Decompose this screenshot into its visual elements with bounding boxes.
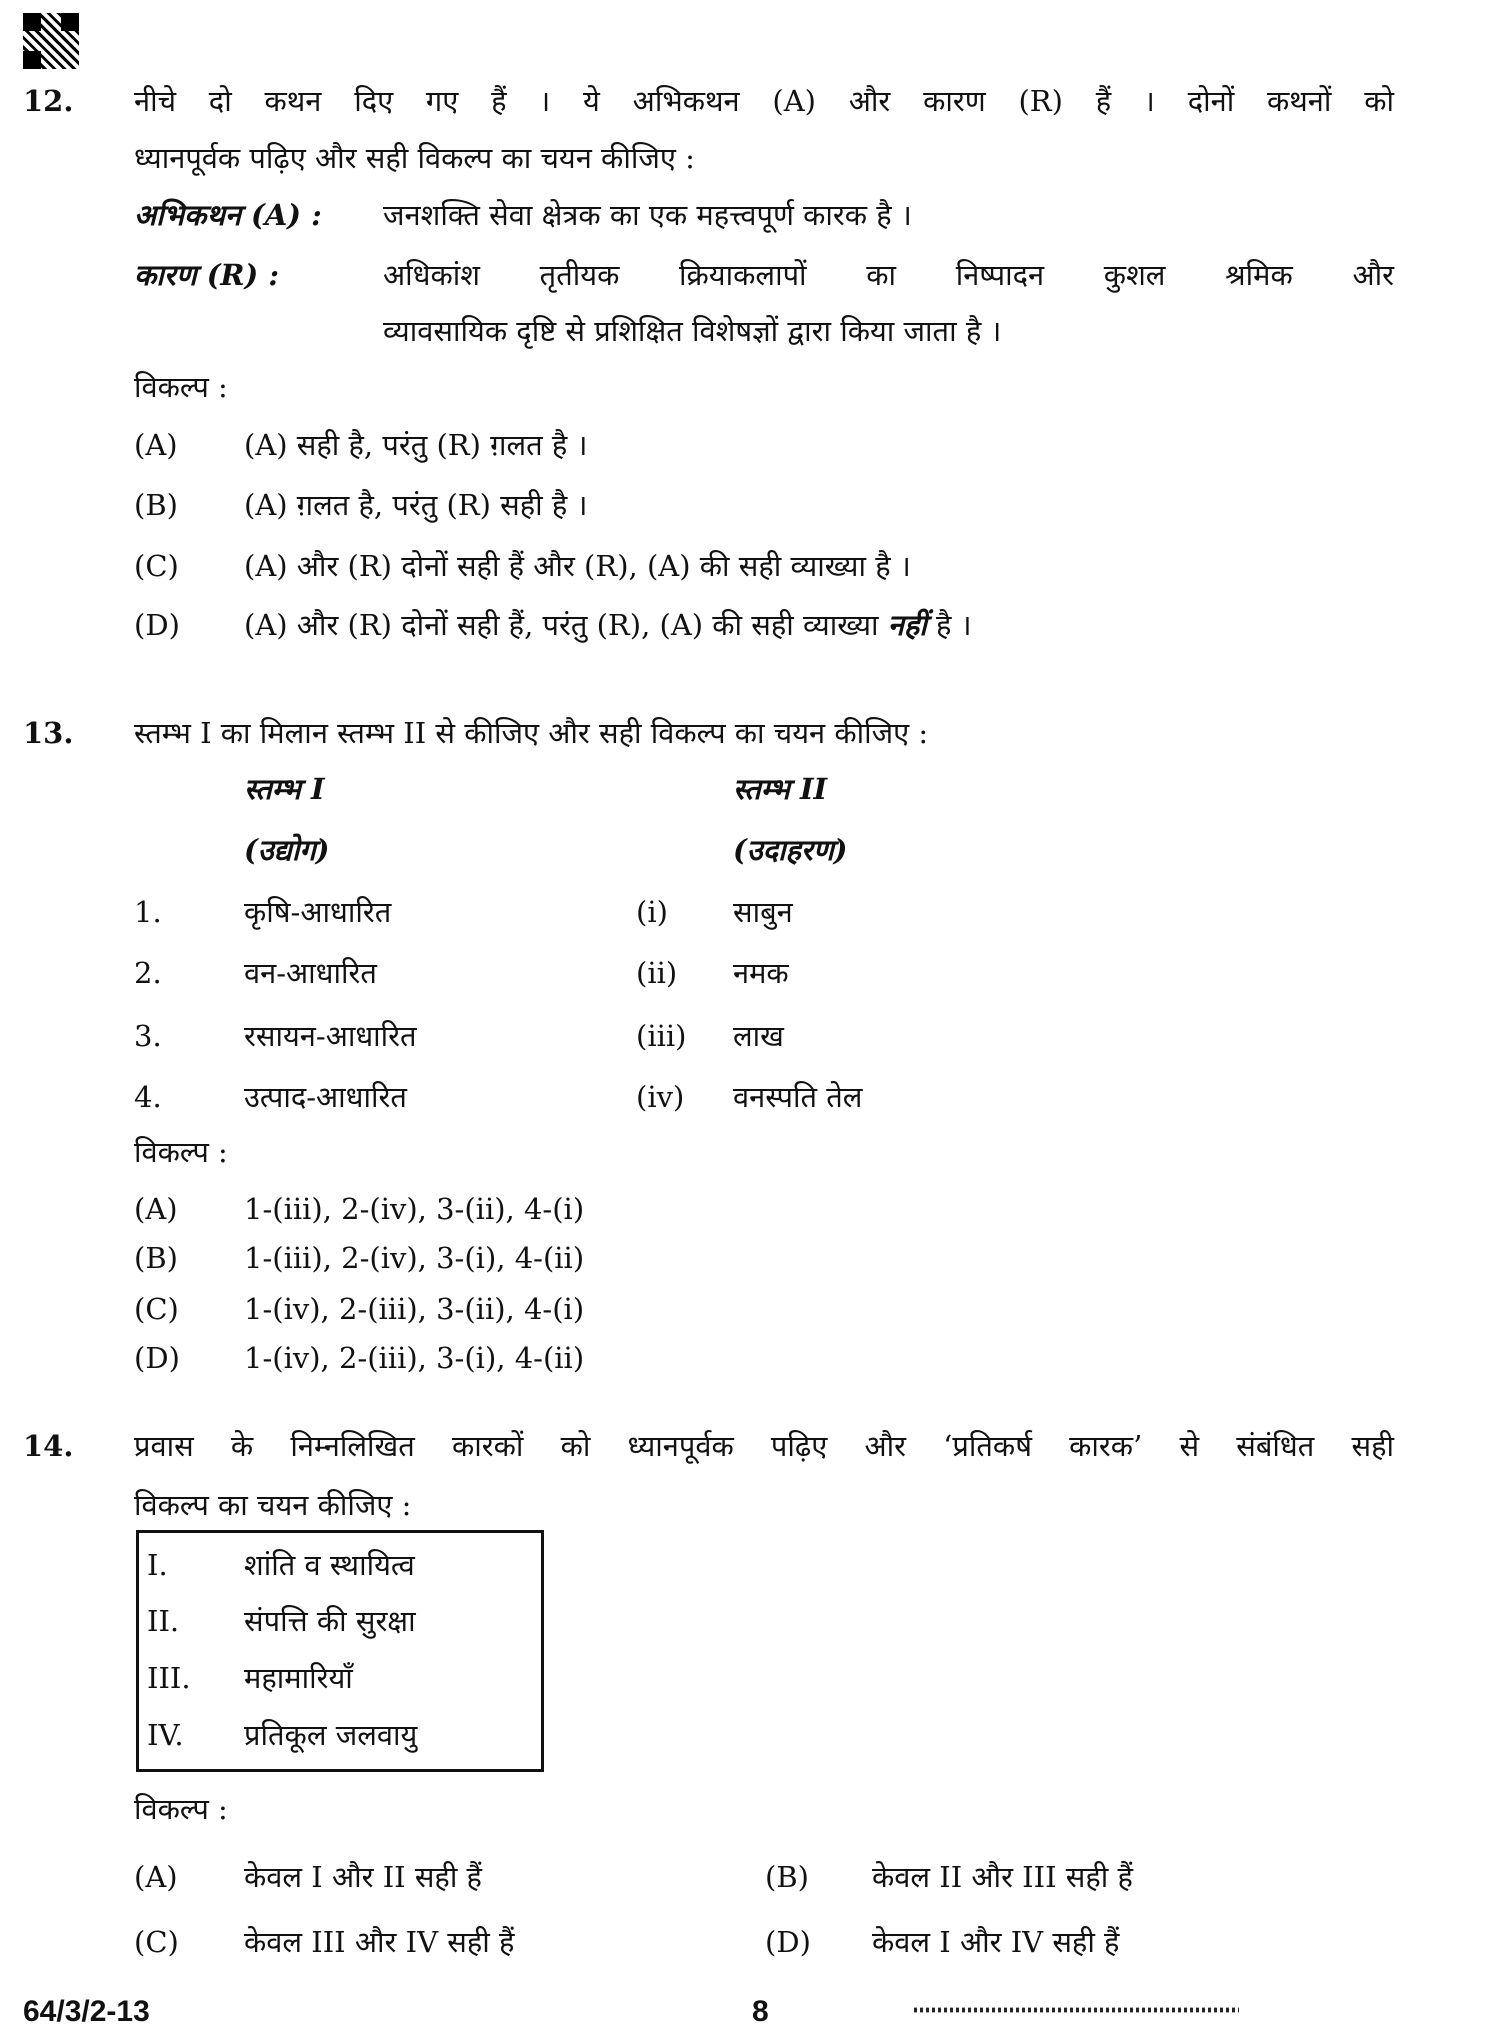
item-number: II. <box>147 1604 180 1638</box>
options-label: विकल्प : <box>134 370 228 404</box>
row-roman: (iv) <box>636 1080 685 1114</box>
reason-text: अधिकांश तृतीयक क्रियाकलापों का निष्पादन कुशल श्रमिक और <box>383 258 1394 292</box>
column-1-item: रसायन-आधारित <box>244 1019 417 1053</box>
reason-text: व्यावसायिक दृष्टि से प्रशिक्षित विशेषज्ञों द्वारा किया जाता है । <box>383 314 1002 348</box>
column-1-header: स्तम्भ I <box>244 772 325 806</box>
option-label: (A) <box>134 1860 178 1894</box>
row-roman: (ii) <box>636 956 678 990</box>
column-2-item: नमक <box>733 956 789 990</box>
option-text: 1-(iv), 2-(iii), 3-(i), 4-(ii) <box>244 1341 585 1375</box>
option-text: 1-(iii), 2-(iv), 3-(ii), 4-(i) <box>244 1192 585 1226</box>
column-1-subheader: (उद्योग) <box>244 833 330 867</box>
column-2-item: वनस्पति तेल <box>733 1080 863 1114</box>
option-text-main: (A) और (R) दोनों सही हैं, परंतु (R), (A) की सही व्याख्या <box>244 608 879 642</box>
option-label: (D) <box>134 1341 180 1375</box>
option-text: 1-(iv), 2-(iii), 3-(ii), 4-(i) <box>244 1292 585 1326</box>
item-text: प्रतिकूल जलवायु <box>244 1718 418 1752</box>
option-text: 1-(iii), 2-(iv), 3-(i), 4-(ii) <box>244 1241 585 1275</box>
question-number: 12. <box>23 84 74 118</box>
column-2-item: लाख <box>733 1019 784 1053</box>
question-text: स्तम्भ I का मिलान स्तम्भ II से कीजिए और सही विकल्प का चयन कीजिए : <box>134 716 929 750</box>
emphasis-text: नहीं <box>887 608 927 642</box>
reason-label: कारण (R) : <box>134 258 280 292</box>
wavy-line-decoration <box>914 2004 1239 2016</box>
column-1-item: वन-आधारित <box>244 956 377 990</box>
option-label: (B) <box>134 488 178 522</box>
option-text: केवल I और II सही हैं <box>244 1860 482 1894</box>
option-label: (A) <box>134 428 178 462</box>
option-text: केवल I और IV सही हैं <box>872 1925 1120 1959</box>
question-text: प्रवास के निम्नलिखित कारकों को ध्यानपूर्वक पढ़िए और ‘प्रतिकर्ष कारक’ से संबंधित सही <box>134 1429 1394 1463</box>
column-1-item: कृषि-आधारित <box>244 895 392 929</box>
assertion-text: जनशक्ति सेवा क्षेत्रक का एक महत्त्वपूर्ण कारक है । <box>383 198 912 232</box>
item-text: शांति व स्थायित्व <box>244 1548 415 1582</box>
column-2-item: साबुन <box>733 895 793 929</box>
column-2-subheader: (उदाहरण) <box>733 833 848 867</box>
options-label: विकल्प : <box>134 1135 228 1169</box>
column-2-header: स्तम्भ II <box>733 772 828 806</box>
option-label: (C) <box>134 1292 179 1326</box>
qr-code <box>23 13 79 69</box>
option-label: (D) <box>765 1925 811 1959</box>
option-text: केवल III और IV सही हैं <box>244 1925 515 1959</box>
item-text: महामारियाँ <box>244 1661 353 1695</box>
option-text: केवल II और III सही हैं <box>872 1860 1133 1894</box>
item-number: III. <box>147 1661 191 1695</box>
option-text-end: है । <box>936 608 972 642</box>
option-label: (B) <box>134 1241 178 1275</box>
question-number: 13. <box>23 716 74 750</box>
option-text: (A) सही है, परंतु (R) ग़लत है । <box>244 428 588 462</box>
question-text: नीचे दो कथन दिए गए हैं । ये अभिकथन (A) और कारण (R) हैं । दोनों कथनों को <box>134 84 1394 118</box>
option-text: (A) ग़लत है, परंतु (R) सही है । <box>244 488 588 522</box>
option-label: (A) <box>134 1192 178 1226</box>
question-number: 14. <box>23 1429 74 1463</box>
row-number: 2. <box>134 956 162 990</box>
item-number: IV. <box>147 1718 184 1752</box>
item-text: संपत्ति की सुरक्षा <box>244 1604 416 1638</box>
row-number: 3. <box>134 1019 162 1053</box>
item-number: I. <box>147 1548 168 1582</box>
question-text: ध्यानपूर्वक पढ़िए और सही विकल्प का चयन कीजिए : <box>134 141 695 175</box>
options-label: विकल्प : <box>134 1792 228 1826</box>
row-number: 1. <box>134 895 162 929</box>
column-1-item: उत्पाद-आधारित <box>244 1080 407 1114</box>
row-roman: (i) <box>636 895 668 929</box>
option-label: (C) <box>134 549 179 583</box>
question-text: विकल्प का चयन कीजिए : <box>134 1488 412 1522</box>
assertion-label: अभिकथन (A) : <box>134 198 322 232</box>
option-text <box>244 607 972 643</box>
paper-code: 64/3/2-13 <box>23 1995 150 2028</box>
option-label: (B) <box>765 1860 809 1894</box>
option-text: (A) और (R) दोनों सही हैं और (R), (A) की सही व्याख्या है । <box>244 549 911 583</box>
row-roman: (iii) <box>636 1019 687 1053</box>
option-label: (D) <box>134 608 180 642</box>
row-number: 4. <box>134 1080 162 1114</box>
option-label: (C) <box>134 1925 179 1959</box>
page-number: 8 <box>752 1995 769 2028</box>
